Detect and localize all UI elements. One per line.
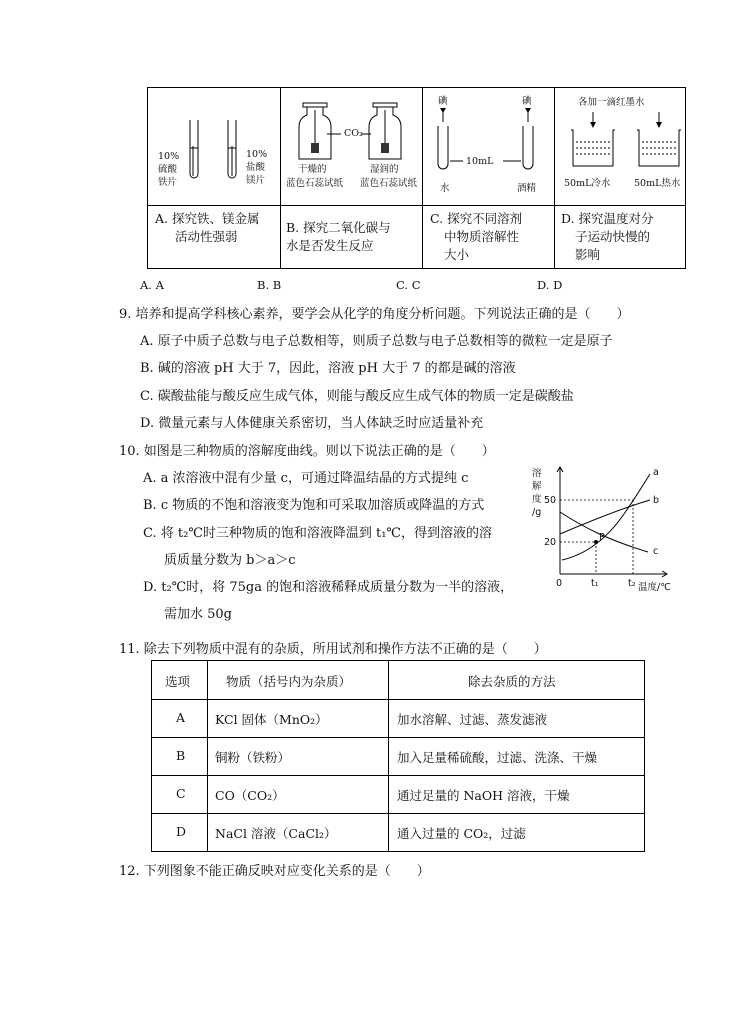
header-option: 选项 [165,674,191,689]
iodine-right: 碘 [522,96,532,107]
row-a-option: A [176,710,186,725]
q9-option-a[interactable]: A. 原子中质子总数与电子总数相等，则质子总数与电子总数相等的微粒一定是原子 [140,334,613,349]
solubility-chart [528,462,678,597]
ylabel-char-4: /g [532,507,542,518]
caption-c-line3: 大小 [444,247,470,262]
row-d-method: 通入过量的 CO₂，过滤 [397,826,526,841]
dry-paper-label-1: 干燥的 [298,164,327,175]
tube-a-label-1: 10% [158,151,180,162]
tube-b-label-1: 10% [246,149,268,160]
header-substance: 物质（括号内为杂质） [226,674,352,689]
y-tick-50: 50 [544,495,557,506]
q10-option-d[interactable]: D. t₂℃时，将 75ga 的饱和溶液稀释成质量分数为一半的溶液， [143,580,514,595]
series-c-label: c [653,546,659,557]
tube-a-label-2: 硫酸 [158,164,178,175]
caption-c-line2: 中物质溶解性 [444,229,520,244]
cold-water-label: 50mL冷水 [564,178,611,189]
red-ink-label: 各加一滴红墨水 [578,97,645,108]
ylabel-char-2: 解 [532,481,542,492]
caption-a-line1: A. 探究铁、镁金属 [155,211,260,226]
caption-d-line2: 子运动快慢的 [575,229,651,244]
ylabel-char-3: 度 [532,494,542,505]
row-c-method: 通过足量的 NaOH 溶液，干燥 [397,788,570,803]
dry-paper-label-2: 蓝色石蕊试纸 [286,178,344,189]
header-method: 除去杂质的方法 [468,674,556,689]
q10-option-c-cont: 质质量分数为 b＞a＞c [164,553,296,568]
tube-b-label-2: 盐酸 [246,162,266,173]
xlabel: 温度/℃ [638,582,671,593]
q8-option-a[interactable]: A. A [140,278,164,292]
caption-d [561,210,685,264]
hot-water-label: 50mL热水 [634,178,681,189]
q8-option-b[interactable]: B. B [257,278,282,292]
caption-c [430,210,552,264]
q8-option-d[interactable]: D. D [537,278,563,292]
intersection-point [594,540,598,544]
series-b-label: b [653,495,660,506]
point-label: P [599,532,605,543]
row-c-option: C [176,786,186,801]
alcohol-label: 酒精 [517,183,537,194]
wet-paper-label-2: 蓝色石蕊试纸 [360,178,418,189]
tube-b-label-3: 镁片 [246,175,266,186]
experiment-table [147,87,686,269]
q9-option-d[interactable]: D. 微量元素与人体健康关系密切，当人体缺乏时应适量补充 [140,416,484,431]
q12-stem: 12. 下列图象不能正确反映对应变化关系的是（ ） [119,864,430,879]
x-tick-0: 0 [556,578,563,589]
row-b-method: 加入足量稀硫酸，过滤、洗涤、干燥 [397,750,598,765]
co2-label: CO₂ [344,128,363,139]
row-a-method: 加水溶解、过滤、蒸发滤液 [397,712,548,727]
wet-paper-label-1: 湿润的 [370,164,399,175]
row-d-substance: NaCl 溶液（CaCl₂） [215,826,337,841]
caption-d-line1: D. 探究温度对分 [561,211,654,226]
row-d-option: D [176,824,187,839]
series-a-label: a [653,467,659,478]
y-tick-20: 20 [544,537,557,548]
ylabel-char-1: 溶 [532,468,542,479]
x-tick-t2: t₂ [628,578,636,589]
row-c-substance: CO（CO₂） [215,788,285,803]
iodine-left: 碘 [438,96,448,107]
caption-a-line2: 活动性强弱 [175,229,238,244]
caption-d-line3: 影响 [575,247,601,262]
caption-b-line1: B. 探究二氧化碳与 [286,220,391,235]
water-label: 水 [440,183,450,194]
q11-stem: 11. 除去下列物质中混有的杂质，所用试剂和操作方法不正确的是（ ） [119,642,547,657]
q10-option-a[interactable]: A. a 浓溶液中混有少量 c，可通过降温结晶的方式提纯 c [143,471,469,486]
volume-label: 10mL [466,156,494,167]
q9-stem: 9. 培养和提高学科核心素养，要学会从化学的角度分析问题。下列说法正确的是（ ） [119,307,630,322]
series-a-curve [562,474,650,560]
row-a-substance: KCl 固体（MnO₂） [215,712,328,727]
q10-option-d-cont: 需加水 50g [164,607,232,622]
impurity-table [151,660,645,852]
caption-c-line1: C. 探究不同溶剂 [430,211,523,226]
q9-option-c[interactable]: C. 碳酸盐能与酸反应生成气体，则能与酸反应生成气体的物质一定是碳酸盐 [140,389,574,404]
q10-stem: 10. 如图是三种物质的溶解度曲线。则以下说法正确的是（ ） [119,444,495,459]
q10-option-c[interactable]: C. 将 t₂℃时三种物质的饱和溶液降温到 t₁℃，得到溶液的溶 [143,526,492,541]
row-b-substance: 铜粉（铁粉） [215,750,291,765]
caption-b-line2: 水是否发生反应 [286,238,374,253]
row-b-option: B [176,748,186,763]
tube-a-label-3: 铁片 [158,177,178,188]
x-tick-t1: t₁ [591,578,599,589]
q9-option-b[interactable]: B. 碱的溶液 pH 大于 7，因此，溶液 pH 大于 7 的都是碱的溶液 [140,361,516,376]
series-b-curve [560,500,650,534]
q10-option-b[interactable]: B. c 物质的不饱和溶液变为饱和可采取加溶质或降温的方式 [143,498,485,513]
q8-option-c[interactable]: C. C [396,278,421,292]
caption-b [286,219,420,255]
caption-a [155,210,277,246]
